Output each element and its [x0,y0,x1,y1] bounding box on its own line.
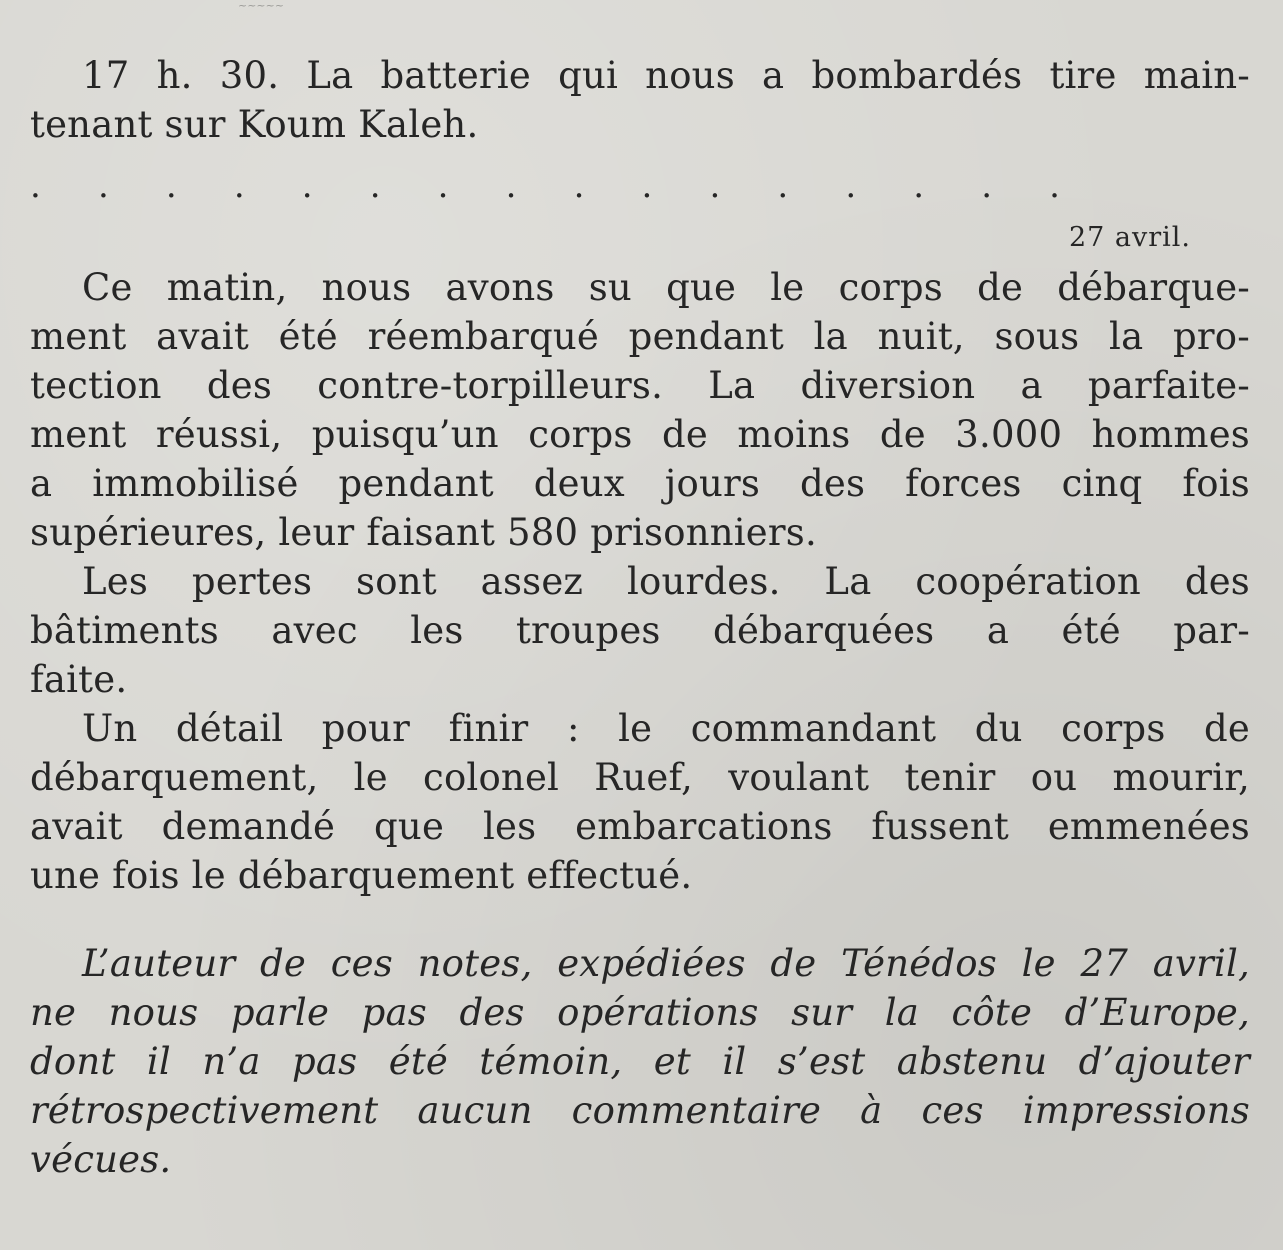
entry-1-line-2: tenant sur Koum Kaleh. [30,103,479,146]
paragraph-3-line-2: débarquement, le colonel Ruef, voulant tenir ou mourir, [30,756,1250,799]
dotted-separator: . . . . . . . . . . . . . . . . [30,166,1060,206]
editor-note-line-1: L’auteur de ces notes, expédiées de Ténédos le 27 avril, [82,942,1250,985]
paragraph-3-line-3: avait demandé que les embarcations fussent emmenées [30,805,1250,848]
paragraph-1-line-2: ment avait été réembarqué pendant la nuit, sous la pro- [30,315,1250,358]
paragraph-2-line-2: bâtiments avec les troupes débarquées a été par- [30,609,1250,652]
editor-note-line-5: vécues. [30,1138,172,1181]
editor-note-line-3: dont il n’a pas été témoin, et il s’est abstenu d’ajouter [30,1040,1250,1083]
paragraph-3-line-4: une fois le débarquement effectué. [30,854,693,897]
entry-1-line-1: 17 h. 30. La batterie qui nous a bombardés tire main- [82,54,1250,97]
paragraph-3-line-1: Un détail pour finir : le commandant du corps de [82,707,1250,750]
editor-note-line-2: ne nous parle pas des opérations sur la côte d’Europe, [30,991,1250,1034]
paragraph-2-line-3: faite. [30,658,128,701]
paragraph-1-line-6: supérieures, leur faisant 580 prisonniers. [30,511,817,554]
paragraph-1-line-5: a immobilisé pendant deux jours des forces cinq fois [30,462,1250,505]
paragraph-1-line-4: ment réussi, puisqu’un corps de moins de 3.000 hommes [30,413,1250,456]
paragraph-1-line-3: tection des contre-torpilleurs. La diversion a parfaite- [30,364,1250,407]
entry-date: 27 avril. [1068,222,1191,253]
paragraph-1-line-1: Ce matin, nous avons su que le corps de débarque- [82,266,1250,309]
editor-note-line-4: rétrospectivement aucun commentaire à ces impressions [30,1089,1250,1132]
paragraph-2-line-1: Les pertes sont assez lourdes. La coopération des [82,560,1250,603]
top-smudge: ~~~~~ [238,0,285,12]
